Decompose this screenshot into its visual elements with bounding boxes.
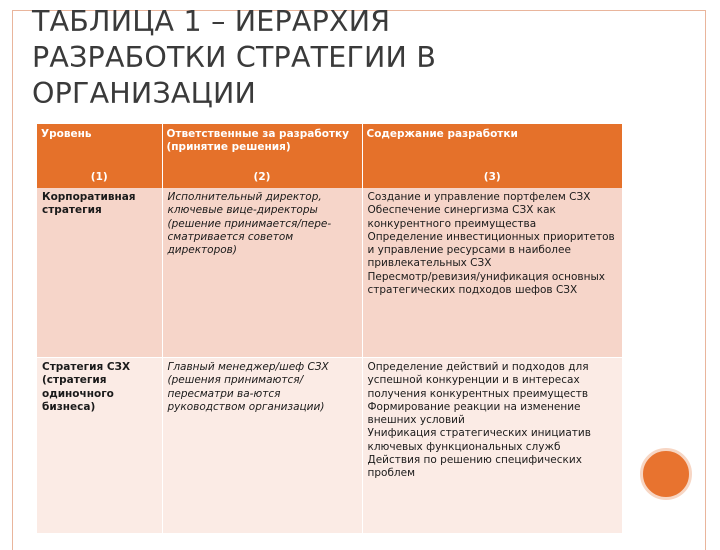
table-row	[37, 188, 622, 358]
header-content-label: Содержание разработки	[366, 128, 518, 140]
content-line: Действия по решению специфических проблем	[367, 454, 582, 480]
header-level	[37, 124, 162, 188]
header-content-number: (3)	[483, 171, 501, 183]
strategy-hierarchy-table	[37, 124, 622, 534]
cell-content	[362, 188, 622, 358]
cell-responsible: Главный менеджер/шеф СЗХ (решения принимаются/пересматри ва-ются руководством организации)	[162, 358, 362, 534]
cell-level: Корпоративная стратегия	[37, 188, 162, 358]
content-line: Определение инвестиционных приоритетов и управление ресурсами в наиболее привлекательных СЗХ	[367, 230, 615, 270]
slide-title: ТАБЛИЦА 1 – ИЕРАРХИЯ РАЗРАБОТКИ СТРАТЕГИИ В ОРГАНИЗАЦИИ	[32, 5, 437, 110]
header-content	[362, 124, 622, 188]
header-responsible-number: (2)	[253, 171, 271, 183]
cell-responsible: Исполнительный директор, ключевые вице-директоры (решение принимается/пере-сматривается советом директоров)	[162, 188, 362, 358]
table-header-row	[37, 124, 622, 188]
content-line: Унификация стратегических инициатив ключевых функциональных служб	[367, 427, 591, 453]
table-row	[37, 358, 622, 534]
decorative-circle	[640, 448, 692, 500]
cell-content	[362, 358, 622, 534]
content-line: Создание и управление портфелем СЗХ	[367, 191, 591, 203]
cell-level: Стратегия СЗХ (стратегия одиночного бизнеса)	[37, 358, 162, 534]
header-level-number: (1)	[90, 171, 108, 183]
content-line: Пересмотр/ревизия/унификация основных стратегических подходов шефов СЗХ	[367, 270, 605, 297]
header-responsible-label: Ответственные за разработку (принятие решения)	[166, 128, 349, 153]
header-responsible	[162, 124, 362, 188]
content-line: Формирование реакции на изменение внешних условий	[367, 400, 581, 427]
content-line: Обеспечение синергизма СЗХ как конкурентного преимущества	[367, 204, 556, 230]
content-line: Определение действий и подходов для успешной конкуренции и в интересах получения конкурентных преимуществ	[367, 361, 589, 400]
header-level-label: Уровень	[41, 128, 92, 140]
